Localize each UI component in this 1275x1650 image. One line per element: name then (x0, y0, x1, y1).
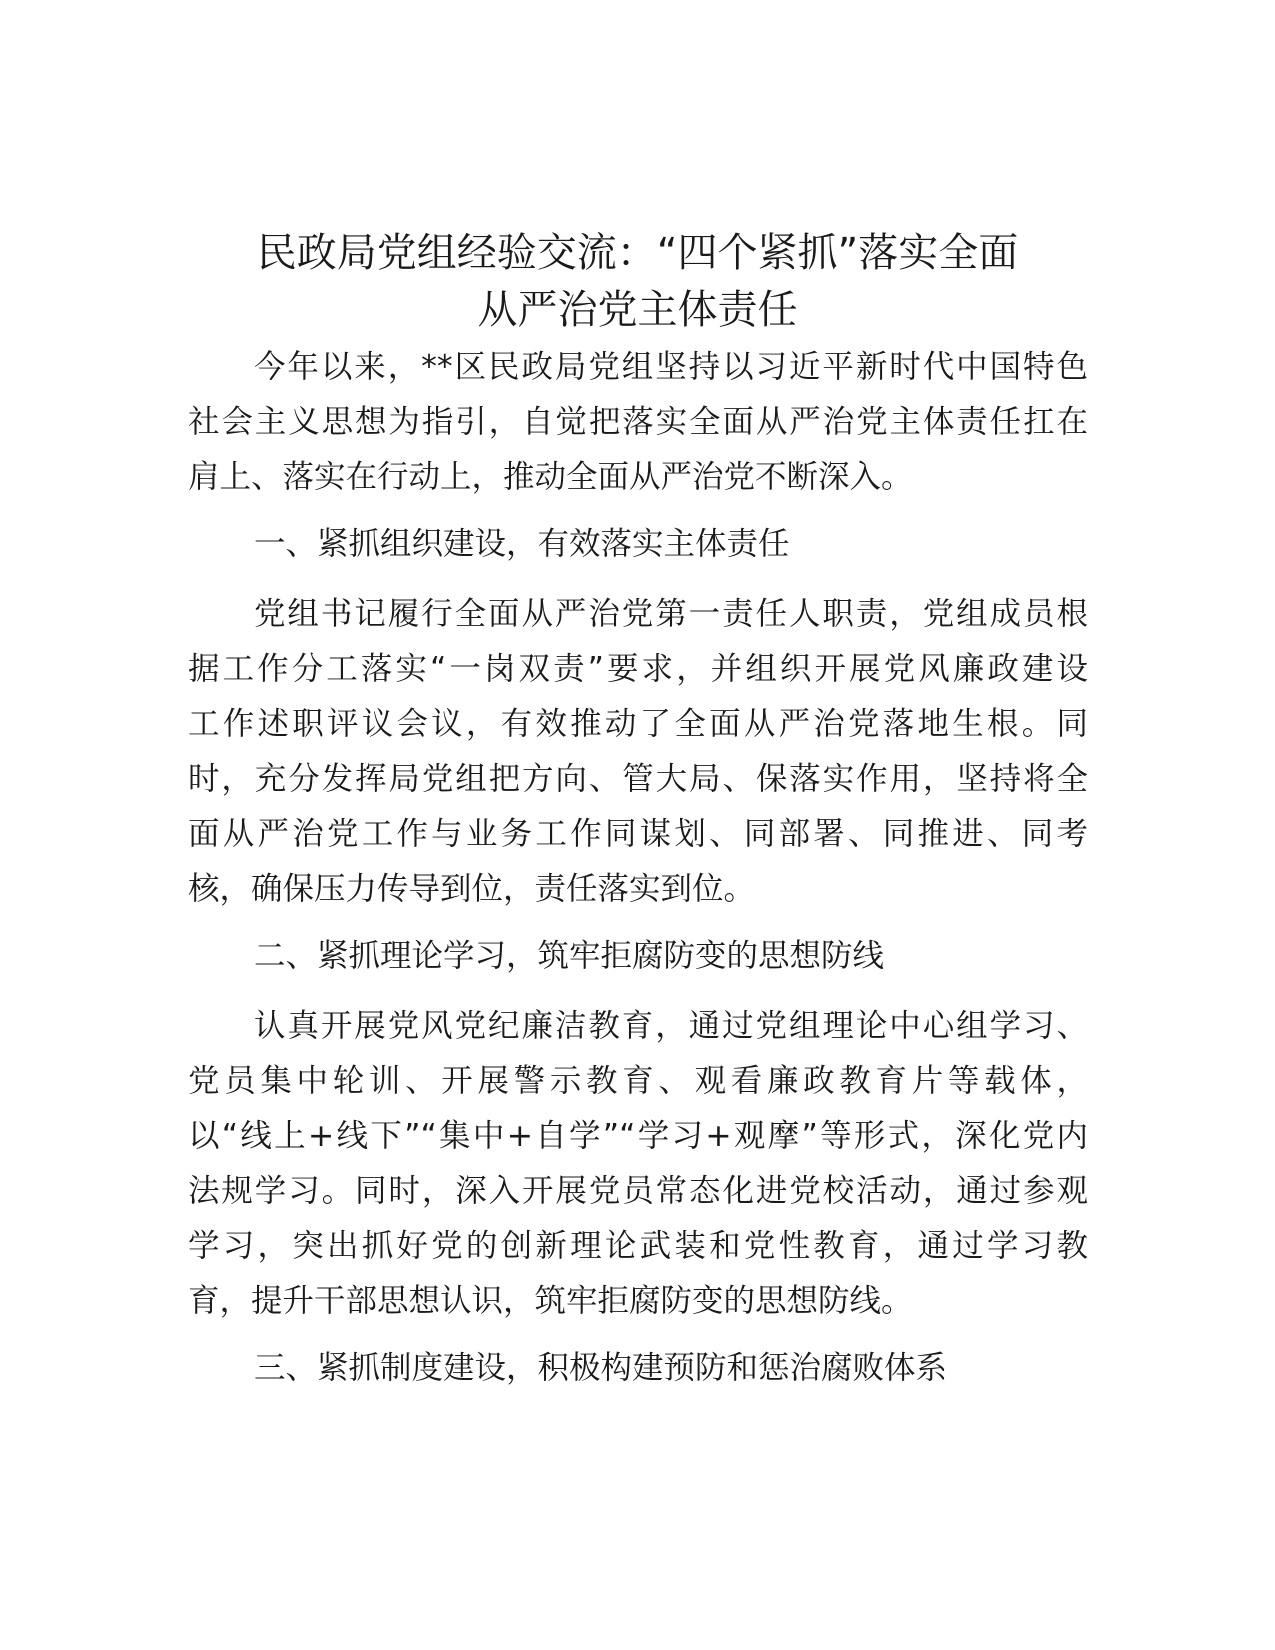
section-1-paragraph-line: 时，充分发挥局党组把方向、管大局、保落实作用，坚持将全 (188, 761, 1088, 797)
section-1-paragraph-line: 核，确保压力传导到位，责任落实到位。 (188, 871, 756, 907)
section-2-paragraph-line: 法规学习。同时，深入开展党员常态化进党校活动，通过参观 (188, 1173, 1088, 1209)
section-1-paragraph-line: 工作述职评议会议，有效推动了全面从严治党落地生根。同 (188, 706, 1088, 742)
section-2-paragraph-line: 党员集中轮训、开展警示教育、观看廉政教育片等载体， (188, 1063, 1088, 1099)
document-title-line-2: 从严治党主体责任 (477, 287, 798, 333)
section-1-paragraph-line: 党组书记履行全面从严治党第一责任人职责，党组成员根 (254, 596, 1088, 632)
section-heading-2: 二、紧抓理论学习，筑牢拒腐防变的思想防线 (254, 938, 885, 974)
section-2-paragraph-line: 学习，突出抓好党的创新理论武装和党性教育，通过学习教 (188, 1228, 1088, 1264)
intro-paragraph-line: 肩上、落实在行动上，推动全面从严治党不断深入。 (188, 459, 913, 495)
document-title-line-1: 民政局党组经验交流：“四个紧抓”落实全面 (256, 230, 1019, 276)
section-heading-3: 三、紧抓制度建设，积极构建预防和惩治腐败体系 (254, 1350, 948, 1386)
intro-paragraph-line: 今年以来，**区民政局党组坚持以习近平新时代中国特色 (254, 349, 1088, 385)
section-1-paragraph-line: 据工作分工落实“一岗双责”要求，并组织开展党风廉政建设 (188, 651, 1088, 687)
section-2-paragraph-line: 认真开展党风党纪廉洁教育，通过党组理论中心组学习、 (254, 1008, 1088, 1044)
section-1-paragraph-line: 面从严治党工作与业务工作同谋划、同部署、同推进、同考 (188, 816, 1088, 852)
section-2-paragraph-line: 育，提升干部思想认识，筑牢拒腐防变的思想防线。 (188, 1283, 913, 1319)
section-heading-1: 一、紧抓组织建设，有效落实主体责任 (254, 526, 790, 562)
section-2-paragraph-line: 以“线上+线下”“集中+自学”“学习+观摩”等形式，深化党内 (188, 1118, 1088, 1154)
intro-paragraph-line: 社会主义思想为指引，自觉把落实全面从严治党主体责任扛在 (188, 404, 1088, 440)
